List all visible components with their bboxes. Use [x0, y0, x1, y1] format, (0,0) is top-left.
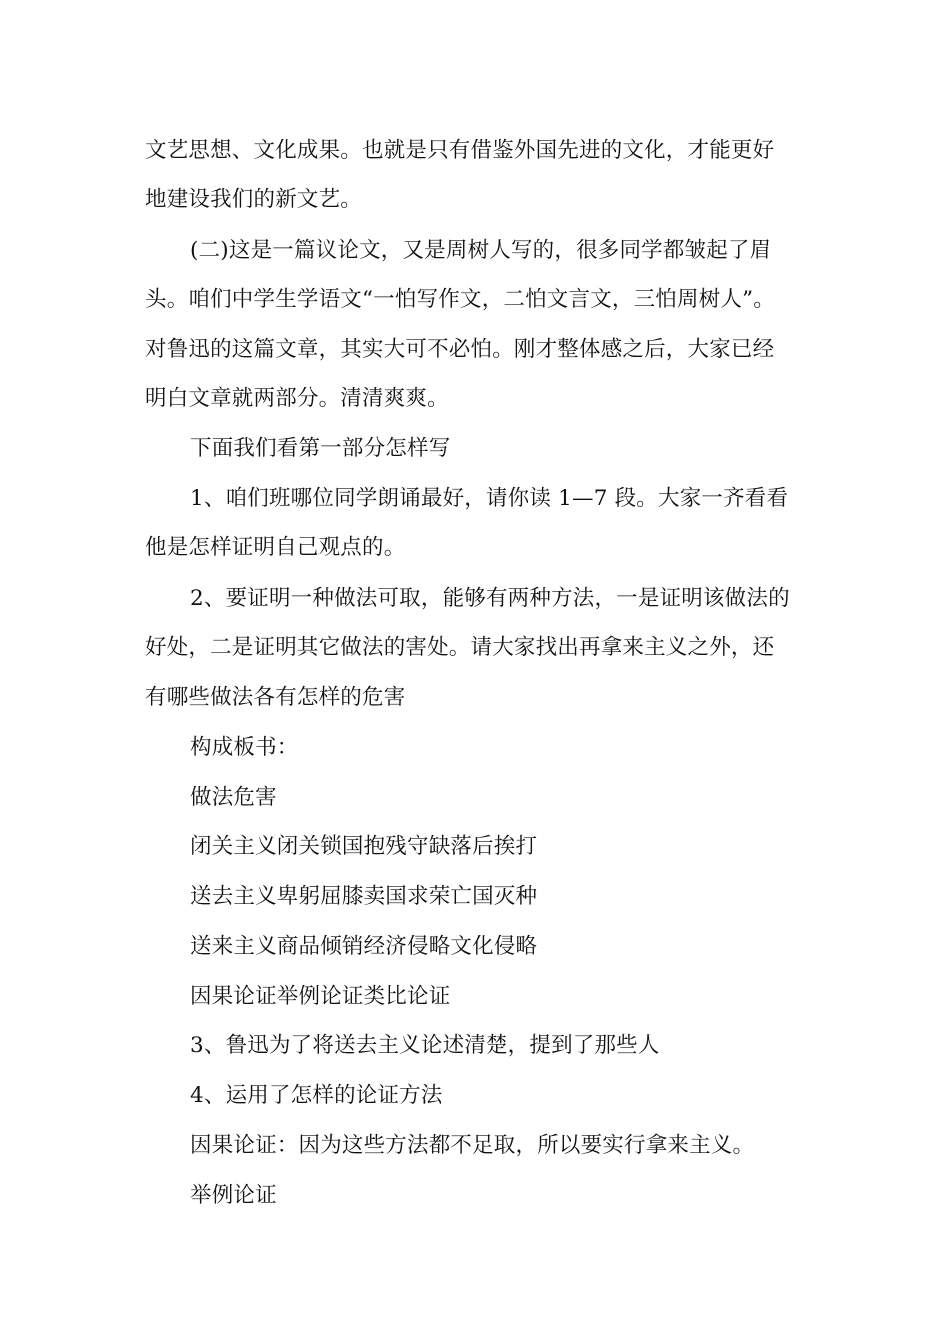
- paragraph-start-line: 4、运用了怎样的论证方法: [190, 1083, 443, 1108]
- text-line: 地建设我们的新文艺。: [145, 187, 363, 212]
- text-line: 文艺思想、文化成果。也就是只有借鉴外国先进的文化，才能更好: [145, 138, 775, 163]
- paragraph-start-line: 因果论证：因为这些方法都不足取，所以要实行拿来主义。: [190, 1133, 755, 1158]
- text-line: 头。咱们中学生学语文“一怕写作文，二怕文言文，三怕周树人”。: [145, 287, 775, 312]
- text-line: 有哪些做法各有怎样的危害: [145, 685, 406, 710]
- text-line: 好处，二是证明其它做法的害处。请大家找出再拿来主义之外，还: [145, 635, 775, 660]
- board-heading: 构成板书：: [190, 735, 299, 760]
- board-line: 因果论证举例论证类比论证: [190, 984, 451, 1009]
- text-line: 明白文章就两部分。清清爽爽。: [145, 386, 449, 411]
- text-line: 他是怎样证明自己观点的。: [145, 535, 406, 560]
- board-line: 送去主义卑躬屈膝卖国求荣亡国灭种: [190, 884, 538, 909]
- paragraph-start-line: (二)这是一篇议论文，又是周树人写的，很多同学都皱起了眉: [190, 238, 772, 263]
- paragraph-start-line: 举例论证: [190, 1183, 277, 1208]
- board-line: 送来主义商品倾销经济侵略文化侵略: [190, 934, 538, 959]
- paragraph-start-line: 3、鲁迅为了将送去主义论述清楚，提到了那些人: [190, 1033, 660, 1058]
- text-line: 对鲁迅的这篇文章，其实大可不必怕。刚才整体感之后，大家已经: [145, 337, 775, 362]
- board-line: 做法危害: [190, 785, 277, 810]
- paragraph-start-line: 下面我们看第一部分怎样写: [190, 436, 451, 461]
- paragraph-start-line: 2、要证明一种做法可取，能够有两种方法，一是证明该做法的: [190, 586, 790, 611]
- board-line: 闭关主义闭关锁国抱残守缺落后挨打: [190, 834, 538, 859]
- paragraph-start-line: 1、咱们班哪位同学朗诵最好，请你读 1—7 段。大家一齐看看: [190, 486, 789, 511]
